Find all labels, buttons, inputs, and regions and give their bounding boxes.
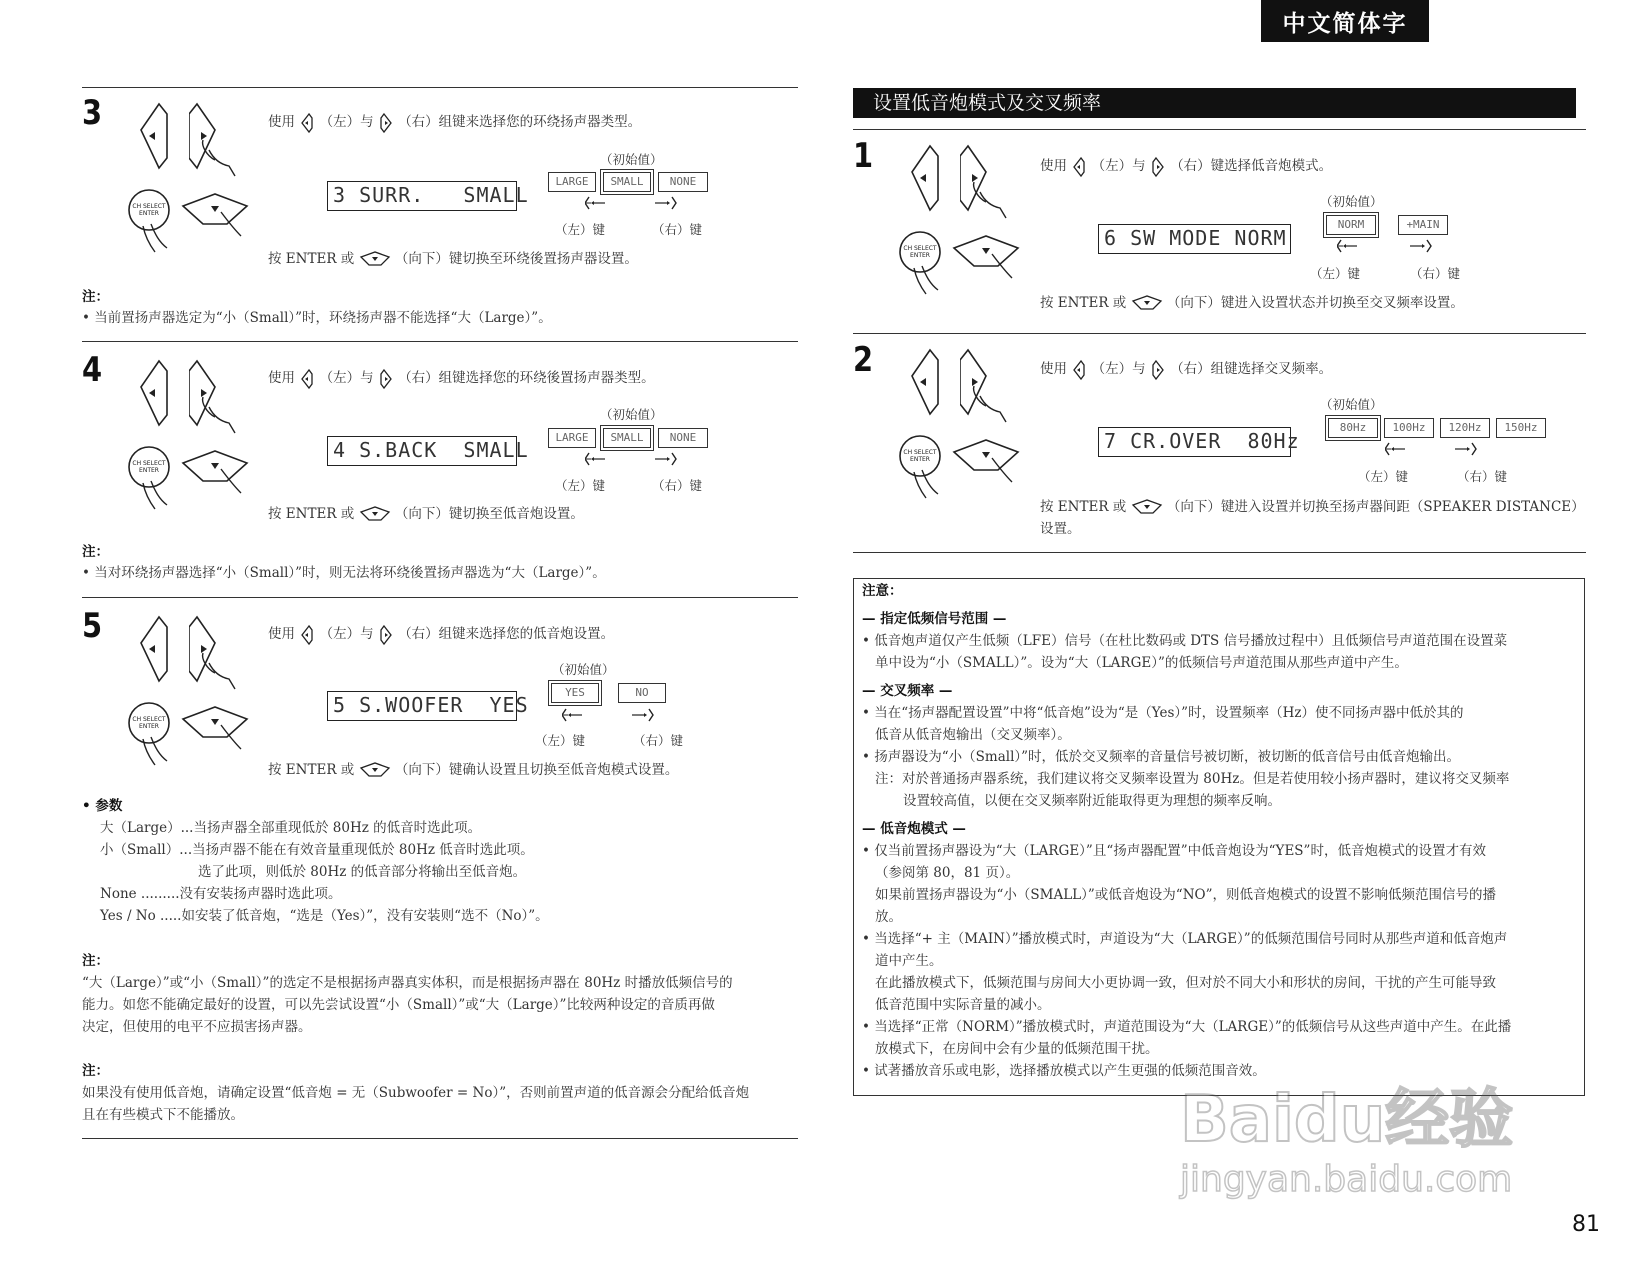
remote-keys-illustration	[896, 344, 1026, 494]
right-key-icon	[960, 348, 1020, 428]
arrow-left-icon	[1337, 238, 1361, 258]
note-title: 注：	[82, 289, 109, 305]
note-title: 注：	[82, 953, 109, 969]
watermark-logo: Baidu经验	[1180, 1083, 1514, 1157]
right-key-icon	[378, 626, 394, 642]
option-120hz: 120Hz	[1440, 418, 1490, 438]
svg-text:CH SELECT: CH SELECT	[132, 716, 166, 723]
use-text: 使用 （左）与 （右）组键来选择您的低音炮设置。	[268, 623, 614, 646]
notice-title: 注意：	[862, 583, 903, 599]
top-divider-left	[82, 87, 798, 88]
down-key-icon	[359, 506, 391, 522]
down-key-icon	[181, 447, 253, 497]
option-large: LARGE	[548, 428, 596, 448]
note-line: 且在有些模式下不能播放。	[82, 1107, 244, 1123]
press-text: 按 ENTER 或 （向下）键进入设置状态并切换至交叉频率设置。	[1040, 292, 1464, 315]
note-line: 决定，但使用的电平不应损害扬声器。	[82, 1019, 312, 1035]
lcd-display: 5 S.WOOFER YES	[327, 691, 517, 721]
notice-line: 低音范围中实际音量的减小。	[875, 997, 1051, 1013]
notice-heading: — 交叉频率 —	[862, 683, 953, 699]
down-key-icon	[181, 190, 253, 240]
svg-text:ENTER: ENTER	[139, 467, 159, 474]
right-key-icon	[189, 102, 249, 182]
divider	[853, 333, 1586, 334]
arrow-right-icon	[1410, 238, 1434, 254]
down-key-icon	[1131, 295, 1163, 311]
press-text: 按 ENTER 或 （向下）键切换至环绕後置扬声器设置。	[268, 248, 638, 271]
divider	[82, 341, 798, 342]
remote-keys-illustration	[125, 611, 255, 761]
left-key-icon	[908, 348, 942, 418]
right-key-icon	[1150, 156, 1166, 178]
down-key-icon	[359, 504, 391, 526]
down-key-icon	[359, 249, 391, 271]
option-small: SMALL	[603, 172, 651, 192]
ch-select-enter-button-icon	[125, 699, 185, 769]
left-key-icon	[1071, 361, 1087, 377]
left-key-icon	[1071, 158, 1087, 174]
arrow-right-icon	[655, 451, 679, 467]
left-key-icon	[299, 112, 315, 134]
note-line: 如果没有使用低音炮，请确定设置“低音炮 = 无（Subwoofer = No）”，否则前置声道的低音源会分配给低音炮	[82, 1085, 750, 1101]
left-key-label: （左）键	[1310, 266, 1361, 281]
notice-heading: — 指定低频信号范围 —	[862, 611, 1007, 627]
press-text-cont: 设置。	[1040, 521, 1081, 537]
note-title: 注：	[82, 1063, 109, 1079]
arrow-right-icon	[655, 451, 679, 471]
svg-text:CH SELECT: CH SELECT	[132, 460, 166, 467]
arrow-left-icon	[585, 195, 609, 211]
press-text: 按 ENTER 或 （向下）键确认设置且切换至低音炮模式设置。	[268, 759, 678, 782]
notice-heading: — 低音炮模式 —	[862, 821, 966, 837]
option-large: LARGE	[548, 172, 596, 192]
left-key-icon	[1071, 359, 1087, 381]
left-key-icon	[908, 144, 942, 214]
step-number: 4	[82, 350, 103, 390]
param-line: 小（Small）...当扬声器不能在有效音量重现低於 80Hz 低音时选此项。	[100, 842, 534, 858]
svg-text:ENTER: ENTER	[910, 252, 930, 259]
down-key-icon	[1131, 497, 1163, 519]
option-none: NONE	[658, 172, 708, 192]
notice-line: 放。	[875, 909, 902, 925]
notice-line: • 试著播放音乐或电影，选择播放模式以产生更强的低频范围音效。	[862, 1063, 1266, 1079]
left-key-label: （左）键	[555, 222, 606, 237]
lcd-display: 3 SURR. SMALL	[327, 181, 517, 211]
lcd-display: 4 S.BACK SMALL	[327, 436, 517, 466]
ch-select-enter-button-icon	[125, 443, 185, 513]
arrow-left-icon	[562, 707, 586, 727]
arrow-right-icon	[632, 707, 656, 723]
step-number: 2	[853, 340, 874, 380]
notice-line: 在此播放模式下，低频范围与房间大小更协调一致，但对於不同大小和形状的房间，干扰的产生可能导致	[875, 975, 1496, 991]
ch-select-enter-button-icon	[125, 186, 185, 256]
divider	[82, 597, 798, 598]
arrow-left-icon	[585, 195, 609, 215]
press-text: 按 ENTER 或 （向下）键进入设置并切换至扬声器间距（SPEAKER DISTANCE）	[1040, 496, 1585, 519]
step-number: 1	[853, 136, 874, 176]
param-line: 选了此项，则低於 80Hz 的低音部分将输出至低音炮。	[198, 864, 527, 880]
arrow-right-icon	[1455, 441, 1479, 461]
option-100hz: 100Hz	[1384, 418, 1434, 438]
lcd-display: 7 CR.OVER 80Hz	[1098, 427, 1291, 457]
left-key-icon	[299, 626, 315, 642]
left-key-icon	[1071, 156, 1087, 178]
option-no: NO	[618, 683, 666, 703]
notice-line: 低音从低音炮输出（交叉频率）。	[875, 727, 1071, 743]
left-key-icon	[299, 114, 315, 130]
note-line: 能力。如您不能确定最好的设置，可以先尝试设置“小（Small）”或“大（Large）”比较两种设定的音质再做	[82, 997, 715, 1013]
left-key-icon	[299, 624, 315, 646]
arrow-left-icon	[562, 707, 586, 723]
notice-line: 如果前置扬声器设为“小（SMALL）”或低音炮设为“NO”，则低音炮模式的设置不影响低频范围信号的播	[875, 887, 1496, 903]
down-key-icon	[359, 760, 391, 782]
right-key-icon	[1150, 361, 1166, 377]
notice-line: 放模式下，在房间中会有少量的低频范围干扰。	[875, 1041, 1159, 1057]
remote-keys-illustration	[125, 98, 255, 248]
right-key-label: （右）键	[633, 733, 684, 748]
svg-text:ENTER: ENTER	[139, 723, 159, 730]
arrow-right-icon	[1455, 441, 1479, 457]
remote-keys-illustration	[896, 140, 1026, 290]
down-key-icon	[1131, 293, 1163, 315]
right-key-icon	[1150, 158, 1166, 174]
right-key-icon	[378, 112, 394, 134]
use-text: 使用 （左）与 （右）组键选择交叉频率。	[1040, 358, 1332, 381]
right-key-icon	[378, 370, 394, 386]
note-title: 注：	[82, 544, 109, 560]
left-key-icon	[299, 370, 315, 386]
use-text: 使用 （左）与 （右）组键来选择您的环绕扬声器类型。	[268, 111, 641, 134]
step-number: 3	[82, 93, 103, 133]
initial-value-label: （初始值）	[1320, 194, 1383, 209]
param-line: None .........没有安装扬声器时选此项。	[100, 886, 342, 902]
right-key-icon	[189, 615, 249, 695]
option-none: NONE	[658, 428, 708, 448]
param-line: 大（Large）...当扬声器全部重现低於 80Hz 的低音时选此项。	[100, 820, 482, 836]
arrow-left-icon	[1385, 441, 1409, 457]
notice-line: • 仅当前置扬声器设为“大（LARGE）”且“扬声器配置”中低音炮设为“YES”时，低音炮模式的设置才有效	[862, 843, 1486, 859]
down-key-icon	[359, 762, 391, 778]
down-key-icon	[1131, 499, 1163, 515]
down-key-icon	[952, 436, 1024, 486]
left-key-icon	[137, 102, 171, 172]
use-text: 使用 （左）与 （右）键选择低音炮模式。	[1040, 155, 1332, 178]
notice-line: • 低音炮声道仅产生低频（LFE）信号（在杜比数码或 DTS 信号播放过程中）且低频信号声道范围在设置菜	[862, 633, 1508, 649]
notice-line: • 扬声器设为“小（Small）”时，低於交叉频率的音量信号被切断，被切断的低音信号由低音炮输出。	[862, 749, 1461, 765]
step-number: 5	[82, 606, 103, 646]
param-line: Yes / No .....如安装了低音炮，“选是（Yes）”，没有安装则“选不（No）”。	[100, 908, 549, 924]
svg-text:CH SELECT: CH SELECT	[132, 203, 166, 210]
right-key-label: （右）键	[1410, 266, 1461, 281]
initial-value-label: （初始值）	[1320, 397, 1383, 412]
option-150hz: 150Hz	[1496, 418, 1546, 438]
option-norm: NORM	[1326, 215, 1376, 235]
notice-line: 设置较高值，以便在交叉频率附近能取得更为理想的频率反响。	[903, 793, 1281, 809]
svg-text:CH SELECT: CH SELECT	[903, 449, 937, 456]
arrow-right-icon	[655, 195, 679, 211]
notice-line: • 当在“扬声器配置设置”中将“低音炮”设为“是（Yes）”时，设置频率（Hz）使不同扬声器中低於其的	[862, 705, 1464, 721]
svg-text:ENTER: ENTER	[139, 210, 159, 217]
option-yes: YES	[551, 683, 599, 703]
page-number: 81	[1572, 1212, 1600, 1237]
notice-line: 单中设为“小（SMALL）”。设为“大（LARGE）”的低频信号声道范围从那些声道中产生。	[875, 655, 1408, 671]
right-key-icon	[189, 359, 249, 439]
ch-select-enter-button-icon	[896, 228, 956, 298]
baidu-watermark	[1180, 1085, 1560, 1235]
arrow-left-icon	[1337, 238, 1361, 254]
params-title: • 参数	[82, 798, 123, 814]
divider	[853, 129, 1586, 130]
left-key-icon	[137, 615, 171, 685]
right-key-label: （右）键	[652, 478, 703, 493]
use-text: 使用 （左）与 （右）组键选择您的环绕後置扬声器类型。	[268, 367, 655, 390]
option-small: SMALL	[603, 428, 651, 448]
right-key-icon	[960, 144, 1020, 224]
left-key-icon	[137, 359, 171, 429]
right-key-icon	[378, 368, 394, 390]
right-key-label: （右）键	[652, 222, 703, 237]
press-text: 按 ENTER 或 （向下）键切换至低音炮设置。	[268, 503, 584, 526]
arrow-left-icon	[1385, 441, 1409, 461]
notice-line: （参阅第 80，81 页）。	[875, 865, 1020, 881]
initial-value-label: （初始值）	[600, 407, 663, 422]
arrow-left-icon	[585, 451, 609, 471]
svg-text:ENTER: ENTER	[910, 456, 930, 463]
arrow-right-icon	[632, 707, 656, 727]
option-plus-main: +MAIN	[1398, 215, 1448, 235]
left-key-label: （左）键	[535, 733, 586, 748]
ch-select-enter-button-icon	[896, 432, 956, 502]
section-title: 设置低音炮模式及交叉频率	[853, 88, 1576, 118]
arrow-right-icon	[1410, 238, 1434, 258]
note-line: “大（Large）”或“小（Small）”的选定不是根据扬声器真实体积，而是根据扬声器在 80Hz 时播放低频信号的	[82, 975, 733, 991]
note-text: • 当前置扬声器选定为“小（Small）”时，环绕扬声器不能选择“大（Large）”。	[82, 310, 552, 326]
left-key-label: （左）键	[555, 478, 606, 493]
lcd-display: 6 SW MODE NORM	[1098, 224, 1291, 254]
arrow-right-icon	[655, 195, 679, 215]
down-key-icon	[359, 251, 391, 267]
notice-line: 注：对於普通扬声器系统，我们建议将交叉频率设置为 80Hz。但是若使用较小扬声器时，建议将交叉频率	[875, 771, 1510, 787]
right-key-label: （右）键	[1457, 469, 1508, 484]
left-key-label: （左）键	[1358, 469, 1409, 484]
notice-line: 道中产生。	[875, 953, 943, 969]
svg-text:CH SELECT: CH SELECT	[903, 245, 937, 252]
language-tab: 中文简体字	[1261, 0, 1429, 42]
down-key-icon	[181, 703, 253, 753]
right-key-icon	[378, 624, 394, 646]
note-text: • 当对环绕扬声器选择“小（Small）”时，则无法将环绕後置扬声器选为“大（Large）”。	[82, 565, 606, 581]
initial-value-label: （初始值）	[552, 662, 615, 677]
left-key-icon	[299, 368, 315, 390]
remote-keys-illustration	[125, 355, 255, 505]
right-key-icon	[1150, 359, 1166, 381]
watermark-url: jingyan.baidu.com	[1180, 1159, 1513, 1200]
arrow-left-icon	[585, 451, 609, 467]
notice-line: • 当选择“+ 主（MAIN）”播放模式时，声道设为“大（LARGE）”的低频范围信号同时从那些声道和低音炮声	[862, 931, 1508, 947]
divider	[853, 552, 1586, 553]
right-key-icon	[378, 114, 394, 130]
bottom-divider-left	[82, 1138, 798, 1139]
notice-line: • 当选择“正常（NORM）”播放模式时，声道范围设为“大（LARGE）”的低频信号从这些声道中产生。在此播	[862, 1019, 1512, 1035]
down-key-icon	[952, 232, 1024, 282]
initial-value-label: （初始值）	[600, 152, 663, 167]
option-80hz: 80Hz	[1328, 418, 1378, 438]
